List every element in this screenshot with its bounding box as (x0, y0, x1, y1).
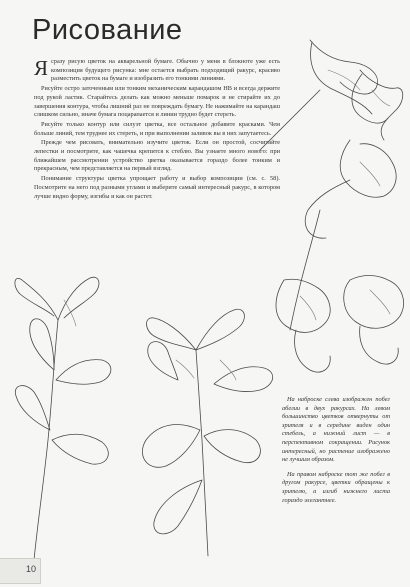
flower-sketch-5 (344, 276, 404, 365)
drop-cap: Я (34, 56, 49, 80)
paragraph-1-text: сразу рисую цветок на акварельной бумаге. Обычно у меня в блокноте уже есть композиция будущего рисунка: мне остается выбрать подходящий ракурс, красиво разместить цветок на бумаге и изобразить его тонкими линиями. (51, 58, 280, 83)
caption-2: На правом наброске тот же побег в другом ракурсе, цветки обращены к зрителю, а изгиб нижнего листа гораздо элегантнее. (282, 470, 390, 504)
page-number-tab (0, 558, 41, 584)
paragraph-4: Прежде чем рисовать, внимательно изучите цветок. Если он простой, сосчитайте лепестки и посмотрите, как чашечка крепится к стеблю. Вы узнаете много нового: при ближайшем рассмотрении устройство цветка оказывается гораздо более тонким и прекрасным, чем представляется на первый взгляд. (34, 139, 280, 173)
paragraph-2: Рисуйте остро заточенным или тонким механическим карандашом НВ и всегда держите под рукой ластик. Старайтесь делать как можно меньше помарок и не стирайте их до завершения контура, чтобы лишний раз не повреждать бумагу. Не нажимайте на карандаш слишком сильно, иначе бумага поцарапается и линии трудно будет стереть. (34, 85, 280, 119)
abelia-stem-right (142, 309, 272, 556)
page-title: Рисование (32, 14, 183, 46)
page-number: 10 (25, 564, 36, 574)
sketch-caption (282, 396, 390, 511)
flower-sketch-1 (260, 40, 378, 150)
paragraph-3: Рисуйте только контур или силуэт цветка, все остальное добавите красками. Чем больше линий, тем труднее их стереть, и при выполнении заливок вы в них запутаетесь. (34, 120, 280, 137)
flower-sketch-3 (290, 140, 396, 330)
abelia-stem-left (15, 277, 111, 560)
caption-1: На наброске слева изображен побег абелии в двух ракурсах. На левом большинство цветков отвернуты от зрителя и в середине виден один стебель, а нижний лист — в перспективном сокращении. Рисунок интересный, но растение изображено не лучшим образом. (282, 396, 390, 464)
paragraph-5: Понимание структуры цветка упрощает работу и выбор композиции (см. с. 58). Посмотрите на него под разными углами и выберите самый интересный ракурс, в котором лучше видно форму, изгибы и как он растет. (34, 175, 280, 200)
abelia-sketch-main (8, 260, 298, 560)
